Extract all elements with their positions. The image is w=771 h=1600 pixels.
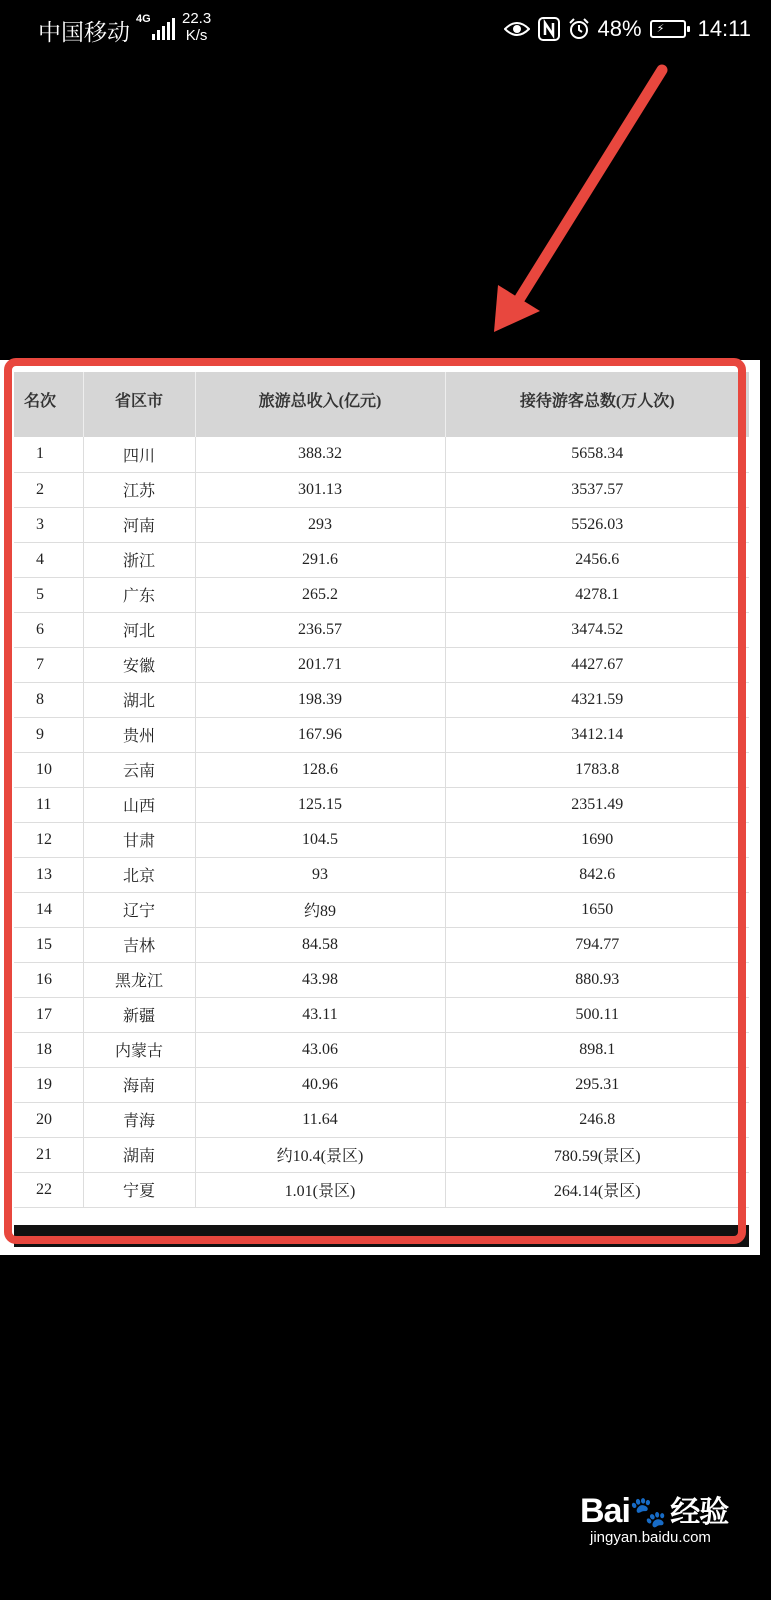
network-type-label: 4G	[136, 13, 151, 25]
cell-visitors: 5526.03	[445, 507, 749, 542]
cell-rank: 13	[14, 857, 83, 892]
cell-revenue: 93	[195, 857, 445, 892]
cell-revenue: 265.2	[195, 577, 445, 612]
cell-province: 内蒙古	[83, 1032, 195, 1067]
header-province: 省区市	[83, 372, 195, 437]
baidu-jingyan-watermark	[580, 1487, 728, 1546]
cell-rank: 19	[14, 1067, 83, 1102]
cell-revenue: 301.13	[195, 472, 445, 507]
cell-visitors: 3474.52	[445, 612, 749, 647]
cell-visitors: 880.93	[445, 962, 749, 997]
cell-province: 辽宁	[83, 892, 195, 927]
cell-visitors: 4321.59	[445, 682, 749, 717]
cell-rank: 11	[14, 787, 83, 822]
signal-icon	[152, 18, 176, 40]
cell-revenue: 约89	[195, 892, 445, 927]
cell-rank: 5	[14, 577, 83, 612]
cell-province: 山西	[83, 787, 195, 822]
cell-revenue: 388.32	[195, 437, 445, 472]
cell-revenue: 128.6	[195, 752, 445, 787]
cell-province: 河南	[83, 507, 195, 542]
cell-visitors: 780.59(景区)	[445, 1137, 749, 1172]
cell-rank: 14	[14, 892, 83, 927]
watermark-logo-text: Bai	[580, 1492, 630, 1530]
cell-visitors: 1783.8	[445, 752, 749, 787]
header-rank: 名次	[14, 372, 83, 437]
cell-rank: 22	[14, 1172, 83, 1207]
cell-revenue: 104.5	[195, 822, 445, 857]
cell-visitors: 4427.67	[445, 647, 749, 682]
cell-visitors: 842.6	[445, 857, 749, 892]
cell-visitors: 898.1	[445, 1032, 749, 1067]
speed-value: 22.3	[182, 10, 212, 27]
cell-visitors: 794.77	[445, 927, 749, 962]
cell-visitors: 3537.57	[445, 472, 749, 507]
highlight-box	[4, 358, 746, 1244]
cell-province: 黑龙江	[83, 962, 195, 997]
cell-province: 云南	[83, 752, 195, 787]
cell-province: 贵州	[83, 717, 195, 752]
cell-province: 江苏	[83, 472, 195, 507]
cell-visitors: 295.31	[445, 1067, 749, 1102]
cell-province: 广东	[83, 577, 195, 612]
cell-visitors: 4278.1	[445, 577, 749, 612]
cell-province: 安徽	[83, 647, 195, 682]
cell-province: 湖南	[83, 1137, 195, 1172]
cell-rank: 3	[14, 507, 83, 542]
cell-revenue: 167.96	[195, 717, 445, 752]
watermark-logo-cn: 经验	[670, 1496, 729, 1529]
cell-province: 河北	[83, 612, 195, 647]
clock-time: 14:11	[697, 16, 751, 41]
cell-rank: 16	[14, 962, 83, 997]
cell-province: 吉林	[83, 927, 195, 962]
cell-revenue: 84.58	[195, 927, 445, 962]
speed-unit: K/s	[185, 27, 208, 44]
cell-rank: 20	[14, 1102, 83, 1137]
cell-province: 海南	[83, 1067, 195, 1102]
cell-province: 湖北	[83, 682, 195, 717]
header-revenue: 旅游总收入(亿元)	[195, 372, 445, 437]
nfc-icon	[538, 17, 560, 41]
cell-visitors: 3412.14	[445, 717, 749, 752]
status-bar	[0, 0, 771, 60]
paw-icon: 🐾	[629, 1496, 667, 1529]
cell-revenue: 201.71	[195, 647, 445, 682]
cell-province: 宁夏	[83, 1172, 195, 1207]
cell-visitors: 1690	[445, 822, 749, 857]
cell-rank: 21	[14, 1137, 83, 1172]
cell-rank: 18	[14, 1032, 83, 1067]
cell-revenue: 11.64	[195, 1102, 445, 1137]
cell-rank: 7	[14, 647, 83, 682]
cell-revenue: 125.15	[195, 787, 445, 822]
cell-rank: 9	[14, 717, 83, 752]
cell-province: 新疆	[83, 997, 195, 1032]
cell-province: 浙江	[83, 542, 195, 577]
cell-province: 四川	[83, 437, 195, 472]
cell-revenue: 1.01(景区)	[195, 1172, 445, 1207]
cell-revenue: 293	[195, 507, 445, 542]
cell-rank: 10	[14, 752, 83, 787]
cell-rank: 1	[14, 437, 83, 472]
cell-revenue: 40.96	[195, 1067, 445, 1102]
cell-rank: 12	[14, 822, 83, 857]
cell-rank: 6	[14, 612, 83, 647]
cell-revenue: 236.57	[195, 612, 445, 647]
battery-icon: ⚡	[650, 20, 686, 38]
cell-rank: 4	[14, 542, 83, 577]
cell-revenue: 约10.4(景区)	[195, 1137, 445, 1172]
cell-province: 甘肃	[83, 822, 195, 857]
cell-revenue: 43.06	[195, 1032, 445, 1067]
cell-visitors: 264.14(景区)	[445, 1172, 749, 1207]
cell-rank: 8	[14, 682, 83, 717]
cell-revenue: 291.6	[195, 542, 445, 577]
cell-visitors: 2456.6	[445, 542, 749, 577]
cell-revenue: 198.39	[195, 682, 445, 717]
network-speed	[182, 10, 211, 44]
cell-visitors: 5658.34	[445, 437, 749, 472]
cell-rank: 17	[14, 997, 83, 1032]
cell-visitors: 1650	[445, 892, 749, 927]
alarm-icon	[568, 18, 590, 40]
cell-visitors: 246.8	[445, 1102, 749, 1137]
header-visitors: 接待游客总数(万人次)	[445, 372, 749, 437]
cell-revenue: 43.98	[195, 962, 445, 997]
watermark-url: jingyan.baidu.com	[590, 1529, 711, 1546]
carrier-label: 中国移动	[38, 19, 130, 45]
battery-percent: 48%	[597, 16, 642, 41]
cell-visitors: 500.11	[445, 997, 749, 1032]
cell-rank: 2	[14, 472, 83, 507]
cell-revenue: 43.11	[195, 997, 445, 1032]
cell-visitors: 2351.49	[445, 787, 749, 822]
cell-province: 青海	[83, 1102, 195, 1137]
eye-icon	[504, 20, 530, 38]
cell-rank: 15	[14, 927, 83, 962]
cell-province: 北京	[83, 857, 195, 892]
